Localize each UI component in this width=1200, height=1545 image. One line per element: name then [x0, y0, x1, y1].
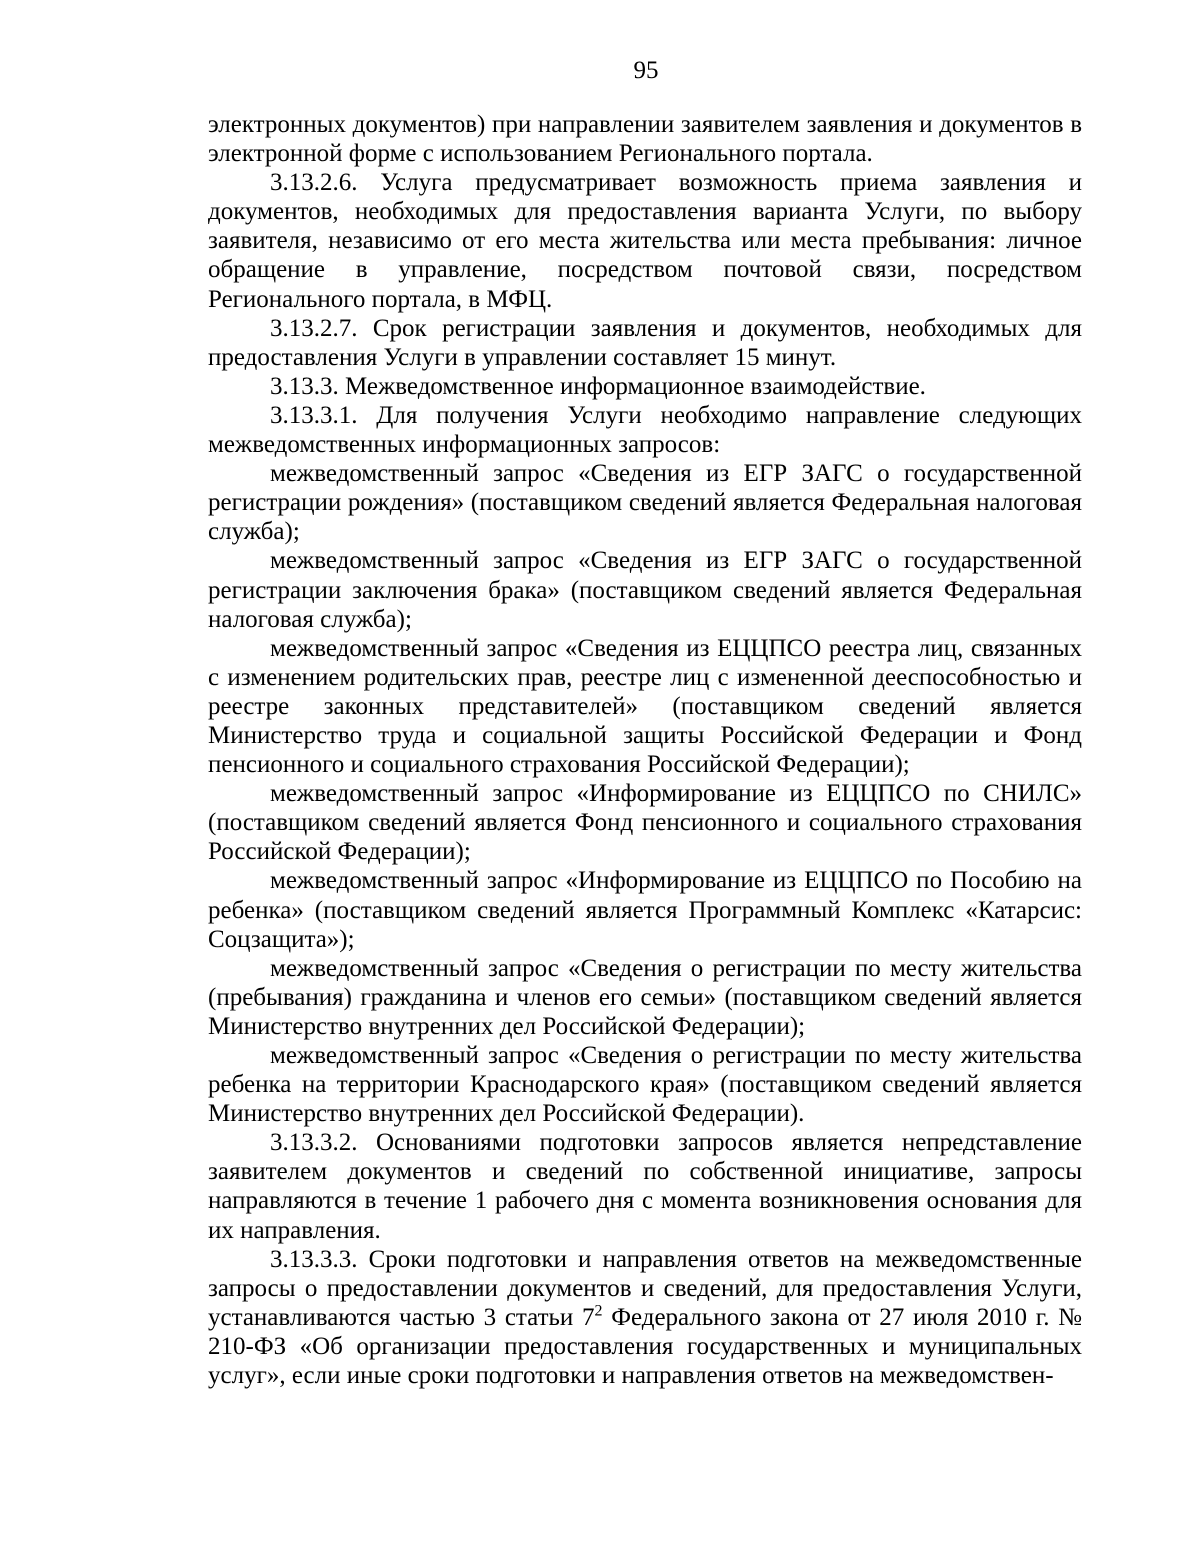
paragraph-3-13-3-3-part1: 3.13.3.3. Сроки подготовки и направления ответов на межведомственные запросы о предоставлении документов и сведений, для предоставления Услуги, устанавливаются частью 3 статьи 7 [208, 1245, 1082, 1331]
list-item-request-family-registration: межведомственный запрос «Сведения о регистрации по месту жительства (пребывания) гражданина и членов его семьи» (поставщиком сведений является Министерство внутренних дел Российской Федерации); [208, 954, 1082, 1040]
paragraph-3-13-2-7: 3.13.2.7. Срок регистрации заявления и документов, необходимых для предоставления Услуги в управлении составляет 15 минут. [208, 314, 1082, 371]
paragraph-3-13-2-6: 3.13.2.6. Услуга предусматривает возможность приема заявления и документов, необходимых для предоставления варианта Услуги, по выбору заявителя, независимо от его места жительства или места пребывания: личное обращение в управление, посредством почтовой связи, посредством Регионального портала, в МФЦ. [208, 169, 1082, 313]
list-item-request-snils: межведомственный запрос «Информирование из ЕЦЦПСО по СНИЛС» (поставщиком сведений является Фонд пенсионного и социального страхования Российской Федерации); [208, 780, 1082, 866]
list-item-request-child-registration: межведомственный запрос «Сведения о регистрации по месту жительства ребенка на территории Краснодарского края» (поставщиком сведений является Министерство внутренних дел Российской Федерации). [208, 1042, 1082, 1128]
paragraph-1: электронных документов) при направлении заявителем заявления и документов в электронной форме с использованием Регионального портала. [208, 111, 1082, 168]
list-item-request-parental-rights: межведомственный запрос «Сведения из ЕЦЦПСО реестра лиц, связанных с изменением родительских прав, реестре лиц с измененной дееспособностью и реестре законных представителей» (поставщиком сведений является Министерство труда и социальной защиты Российской Федерации и Фонд пенсионного и социального страхования Российской Федерации); [208, 634, 1082, 779]
list-item-request-child-benefit: межведомственный запрос «Информирование из ЕЦЦПСО по Пособию на ребенка» (поставщиком сведений является Программный Комплекс «Катарсис: Соцзащита»); [208, 867, 1082, 953]
page-number: 95 [633, 57, 659, 84]
list-item-request-birth: межведомственный запрос «Сведения из ЕГР ЗАГС о государственной регистрации рождения» (поставщиком сведений является Федеральная налоговая служба); [208, 460, 1082, 546]
list-item-request-marriage: межведомственный запрос «Сведения из ЕГР ЗАГС о государственной регистрации заключения брака» (поставщиком сведений является Федеральная налоговая служба); [208, 547, 1082, 633]
paragraph-3-13-3-3 [208, 1245, 1082, 1390]
paragraph-3-13-3: 3.13.3. Межведомственное информационное взаимодействие. [270, 372, 926, 400]
paragraph-3-13-3-3-part2: Федерального закона от 27 июля 2010 г. № 210-ФЗ «Об организации предоставления государственных и муниципальных услуг», если иные сроки подготовки и направления ответов на межведомствен- [208, 1303, 1082, 1390]
superscript-marker: 2 [594, 1302, 603, 1320]
document-body [208, 110, 1082, 1390]
paragraph-3-13-3-1: 3.13.3.1. Для получения Услуги необходимо направление следующих межведомственных информационных запросов: [208, 401, 1082, 459]
paragraph-3-13-3-2: 3.13.3.2. Основаниями подготовки запросов является непредставление заявителем документов и сведений по собственной инициативе, запросы направляются в течение 1 рабочего дня с момента возникновения основания для их направления. [208, 1129, 1082, 1244]
